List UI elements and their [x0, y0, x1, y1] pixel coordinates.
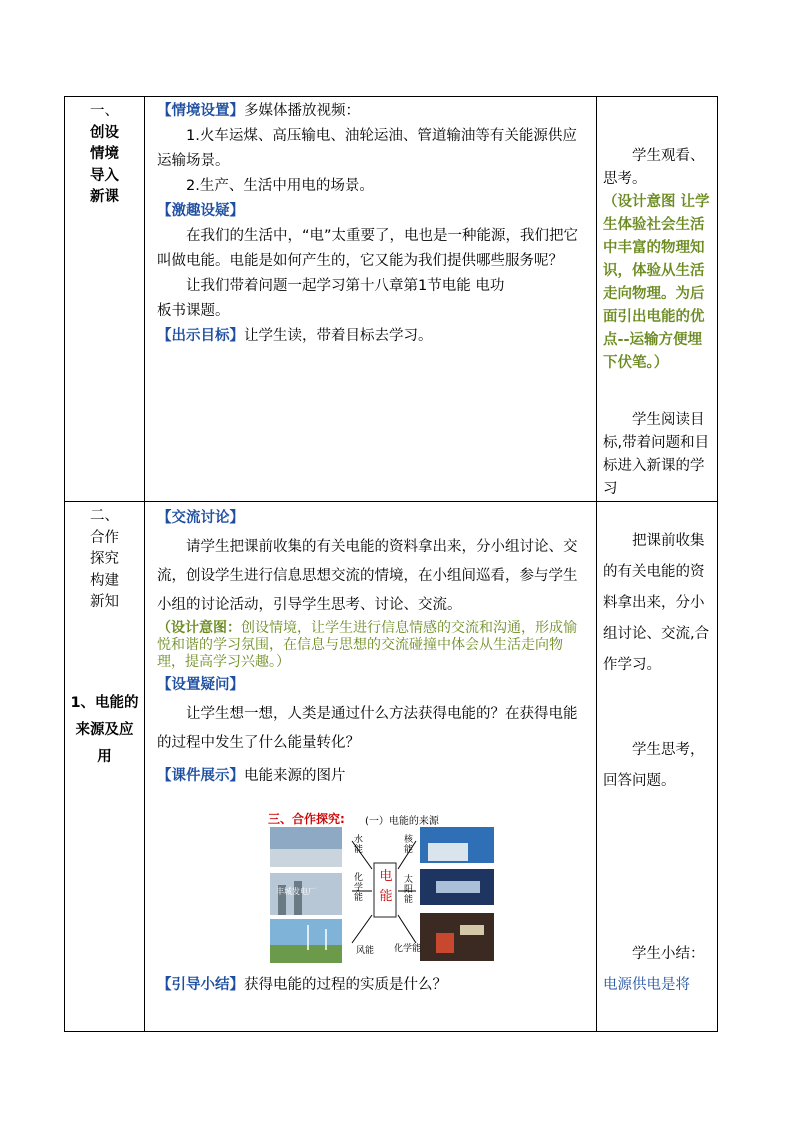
teacher-activity-cell: [145, 97, 597, 502]
tag-goals: 【出示目标】: [157, 328, 244, 344]
center-energy-label: 电能: [379, 869, 393, 904]
student-discuss: 把课前收集的有关电能的资料拿出来，分小组讨论、交流,合作学习。: [603, 533, 710, 673]
stage-title: [65, 101, 144, 209]
subtitle-line: 用: [97, 748, 112, 765]
student-summary-text: 电源供电是将: [603, 977, 690, 993]
design-intent: （设计意图 让学生体验社会生活中丰富的物理知识，体验从生活走向物理。为后面引出电能的优点--运输方便埋下伏笔。）: [603, 194, 710, 371]
summary-question: 获得电能的过程的实质是什么？: [244, 977, 447, 993]
student-activity-cell: [597, 97, 718, 502]
water-energy-label: 水能: [354, 835, 364, 855]
subtitle-line: 1、电能的: [70, 694, 139, 711]
doubt-paragraph: 让学生想一想，人类是通过什么方法获得电能的？在获得电能的过程中发生了什么能量转化？: [157, 706, 578, 751]
student-read-goals: 学生阅读目标,带着问题和目标进入新课的学习: [603, 412, 710, 497]
energy-source-figure: [268, 805, 496, 965]
stage-cell: [65, 97, 145, 502]
power-plant-label: 丰城发电厂: [276, 887, 316, 896]
stage-cell: [65, 502, 145, 1032]
lesson-intro: 让我们带着问题一起学习第十八章第1节电能 电功: [186, 278, 505, 294]
tag-scenario: 【情境设置】: [157, 103, 244, 119]
stage-line: 二、: [90, 508, 119, 524]
tag-question: 【激趣设疑】: [157, 203, 244, 219]
tag-summary: 【引导小结】: [157, 977, 244, 993]
question-paragraph: 在我们的生活中，“电”太重要了，电也是一种能源，我们把它叫做电能。电能是如何产生的，它又能为我们提供哪些服务呢？: [157, 228, 579, 269]
design-intent-text: 创设情境，让学生进行信息情感的交流和沟通，形成愉悦和谐的学习氛围，在信息与思想的交流碰撞中体会从生活走向物理，提高学习兴趣。）: [157, 620, 577, 670]
stage-line: 合作: [90, 529, 119, 546]
stage-line: 情境: [90, 146, 119, 162]
stage-line: 创设: [90, 124, 119, 141]
wind-energy-label: 风能: [356, 946, 375, 956]
goals-text: 让学生读，带着目标去学习。: [244, 328, 433, 344]
stage-line: 一、: [90, 103, 119, 119]
stage-line: 新知: [90, 594, 119, 610]
battery-energy-label: 化学能: [394, 944, 422, 954]
stage-line: 探究: [90, 551, 119, 567]
design-intent-label: （设计意图：: [157, 620, 241, 636]
stage-line: 导入: [90, 167, 119, 184]
stage-line: 构建: [90, 572, 119, 589]
stage-title: [65, 506, 144, 614]
table-row: [65, 502, 718, 1032]
section-subtitle: [65, 690, 144, 771]
chemical-energy-label: 化学能: [354, 873, 364, 903]
tag-courseware: 【课件展示】: [157, 768, 244, 784]
student-activity-cell: [597, 502, 718, 1032]
figure-title: 三、合作探究:: [268, 812, 345, 826]
battery-photo: [420, 913, 494, 961]
student-watch: 学生观看、思考。: [603, 148, 705, 187]
blackboard-note: 板书课题。: [157, 303, 230, 319]
tag-doubt: 【设置疑问】: [157, 677, 244, 693]
nuclear-energy-label: 核能: [404, 835, 414, 855]
stage-line: 新课: [90, 189, 119, 205]
teacher-activity-cell: [145, 502, 597, 1032]
subtitle-line: 来源及应: [75, 721, 134, 738]
lesson-table: [64, 96, 718, 1032]
student-answer: 学生思考，回答问题。: [603, 742, 705, 789]
table-row: [65, 97, 718, 502]
student-summary-label: 学生小结：: [632, 946, 705, 962]
figure-subtitle: (一）电能的来源: [365, 816, 439, 827]
discussion-paragraph: 请学生把课前收集的有关电能的资料拿出来，分小组讨论、交流，创设学生进行信息思想交流的情境，在小组间巡看，参与学生小组的讨论活动，引导学生思考、讨论、交流。: [157, 539, 578, 613]
scenario-item: 1.火车运煤、高压输电、油轮运油、管道输油等有关能源供应运输场景。: [157, 128, 577, 169]
solar-energy-label: 太阳能: [404, 875, 414, 905]
courseware-text: 电能来源的图片: [244, 768, 346, 784]
tag-discussion: 【交流讨论】: [157, 510, 244, 526]
scenario-item: 2.生产、生活中用电的场景。: [186, 178, 374, 194]
scenario-text: 多媒体播放视频：: [244, 103, 360, 119]
